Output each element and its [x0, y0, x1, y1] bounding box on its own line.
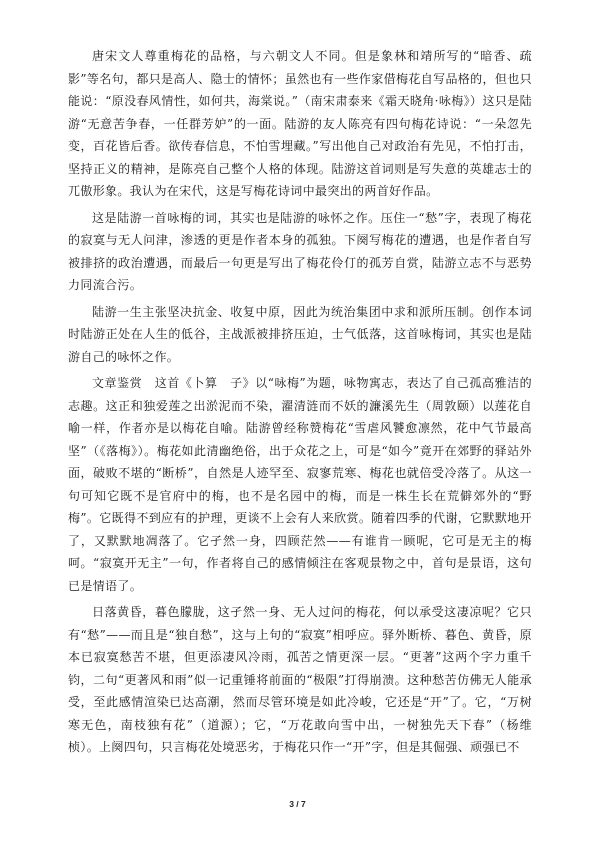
paragraph-1: 唐宋文人尊重梅花的品格，与六朝文人不同。但是象林和靖所写的“暗香、疏影”等名句，都只是高人、隐士的情怀；虽然也有一些作家借梅花自写品格的，但也只能说：“原没春风情性，如何共，海棠说。”（南宋肃泰来《霜天晓角·咏梅》）这只是陆游“无意苦争春，一任群芳妒”的一面。陆游的友人陈亮有四句梅花诗说：“一朵忽先变，百花皆后香。欲传春信息，不怕雪埋藏。”写出他自己对政治有先见，不怕打击，坚持正义的精神，是陈亮自己整个人格的体现。陆游这首词则是写失意的英雄志士的兀傲形象。我认为在宋代，这是写梅花诗词中最突出的两首好作品。: [68, 49, 532, 198]
page-number: 3 / 7: [289, 799, 306, 809]
paragraph-4: 文章鉴赏 这首《卜算 子》以“咏梅”为题，咏物寓志，表达了自己孤高雅洁的志趣。这正和独爱莲之出淤泥而不染，濯清涟而不妖的濂溪先生（周敦颐）以莲花自喻一样，作者亦是以梅花自喻。陆游曾经称赞梅花“雪虐风饕愈凛然，花中气节最高坚”（《落梅》）。梅花如此清幽绝俗，出于众花之上，可是“如今”竟开在郊野的驿站外面，破败不堪的“断桥”，自然是人迹罕至、寂寥荒寒、梅花也就倍受冷落了。从这一句可知它既不是官府中的梅，也不是名园中的梅，而是一株生长在荒僻郊外的“野梅”。它既得不到应有的护理，更谈不上会有人来欣赏。随着四季的代谢，它默默地开了，又默默地凋落了。它孑然一身，四顾茫然——有谁肯一顾呢，它可是无主的梅呵。“寂寞开无主”一句，作者将自己的感情倾注在客观景物之中，首句是景语，这句已是情语了。: [68, 376, 532, 593]
paragraph-3: 陆游一生主张坚决抗金、收复中原，因此为统治集团中求和派所压制。创作本词时陆游正处在人生的低谷，主战派被排挤压迫，士气低落，这首咏梅词，其实也是陆游自己的咏怀之作。: [68, 304, 532, 364]
paragraph-5: 日落黄昏，暮色朦胧，这孑然一身、无人过问的梅花，何以承受这凄凉呢？它只有“愁”——而且是“独自愁”，这与上句的“寂寞”相呼应。驿外断桥、暮色、黄昏，原本已寂寞愁苦不堪，但更添凄风冷雨，孤苦之情更深一层。“更著”这两个字力重千钧，二句“更著风和雨”似一记重锤将前面的“极限”打得崩溃。这种愁苦仿佛无人能承受，至此感情渲染已达高潮，然而尽管环境是如此冷峻，它还是“开”了。它，“万树寒无色，南枝独有花”（道源）；它，“万花敢向雪中出，一树独先天下春”（杨维桢）。上阕四句，只言梅花处境恶劣，于梅花只作一“开”字，但是其倔强、顽强已不: [68, 605, 532, 754]
document-body: [68, 45, 532, 763]
paragraph-2: 这是陆游一首咏梅的词，其实也是陆游的咏怀之作。压住一“愁”字，表现了梅花的寂寞与无人问津，渗透的更是作者本身的孤独。下阕写梅花的遭遇，也是作者自写被排挤的政治遭遇，而最后一句更是写出了梅花伶仃的孤芳自赏，陆游立志不与恶势力同流合污。: [68, 210, 532, 292]
